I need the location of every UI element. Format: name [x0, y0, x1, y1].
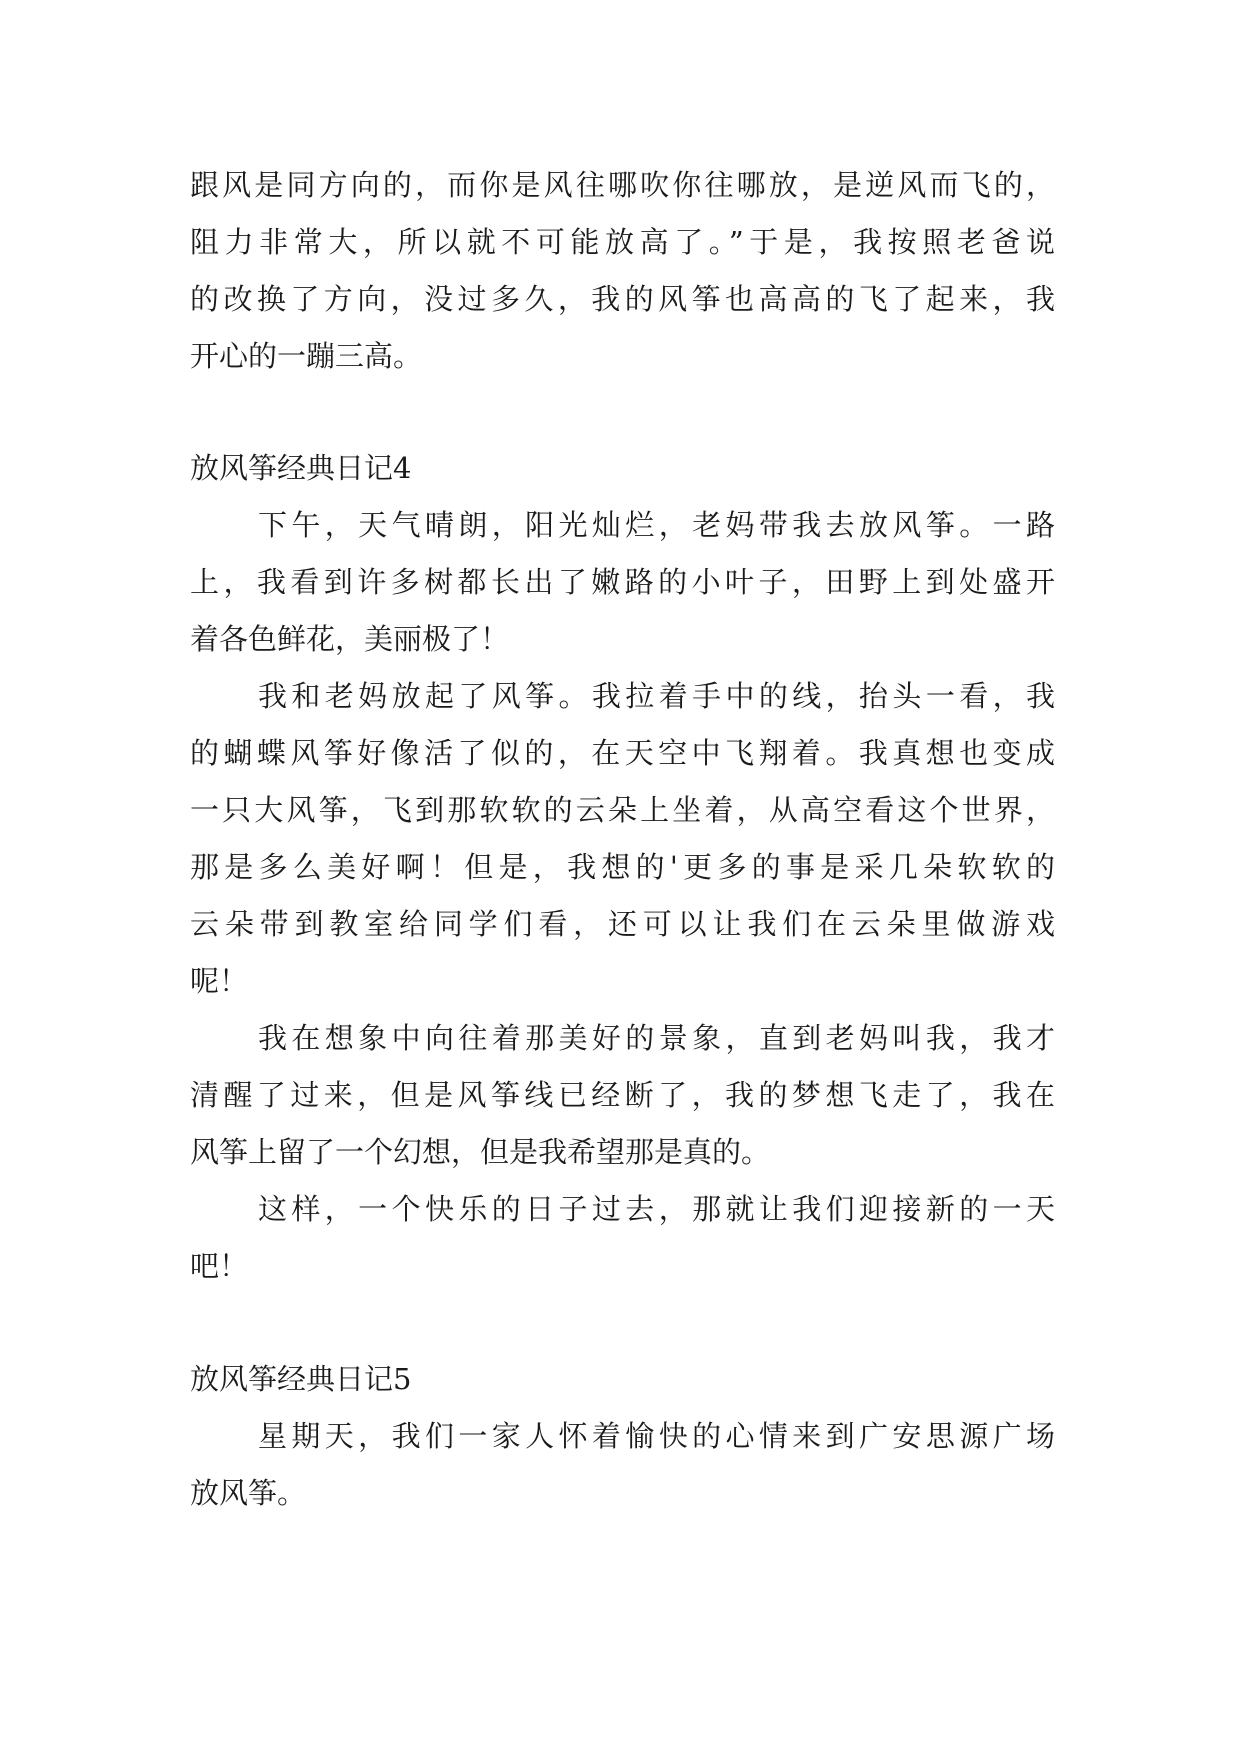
text-line: 一只大风筝，飞到那软软的云朵上坐着，从高空看这个世界， [190, 793, 1055, 827]
text-line: 那是多么美好啊！但是，我想的'更多的事是采几朵软软的 [190, 850, 1055, 884]
text-line: 跟风是同方向的，而你是风往哪吹你往哪放，是逆风而飞的， [190, 168, 1055, 202]
text-line: 放风筝。 [190, 1476, 307, 1510]
section-heading-5: 放风筝经典日记5 [190, 1362, 412, 1396]
text-line: 清醒了过来，但是风筝线已经断了，我的梦想飞走了，我在 [190, 1078, 1055, 1112]
text-line: 云朵带到教室给同学们看，还可以让我们在云朵里做游戏 [190, 907, 1055, 941]
text-line: 星期天，我们一家人怀着愉快的心情来到广安思源广场 [258, 1419, 1055, 1453]
text-line: 我在想象中向往着那美好的景象，直到老妈叫我，我才 [258, 1021, 1055, 1055]
text-line: 这样，一个快乐的日子过去，那就让我们迎接新的一天 [258, 1192, 1055, 1226]
text-line: 我和老妈放起了风筝。我拉着手中的线，抬头一看，我 [258, 679, 1055, 713]
text-line: 阻力非常大，所以就不可能放高了。”于是，我按照老爸说 [190, 225, 1055, 259]
text-line: 的蝴蝶风筝好像活了似的，在天空中飞翔着。我真想也变成 [190, 736, 1055, 770]
text-line: 呢！ [190, 964, 249, 998]
text-line: 下午，天气晴朗，阳光灿烂，老妈带我去放风筝。一路 [258, 508, 1055, 542]
section-heading-4: 放风筝经典日记4 [190, 451, 412, 485]
text-line: 的改换了方向，没过多久，我的风筝也高高的飞了起来，我 [190, 282, 1055, 316]
text-line: 风筝上留了一个幻想，但是我希望那是真的。 [190, 1135, 771, 1169]
text-line: 开心的一蹦三高。 [190, 339, 423, 373]
text-line: 上，我看到许多树都长出了嫩路的小叶子，田野上到处盛开 [190, 565, 1055, 599]
text-line: 吧！ [190, 1249, 249, 1283]
text-line: 着各色鲜花，美丽极了！ [190, 622, 510, 656]
